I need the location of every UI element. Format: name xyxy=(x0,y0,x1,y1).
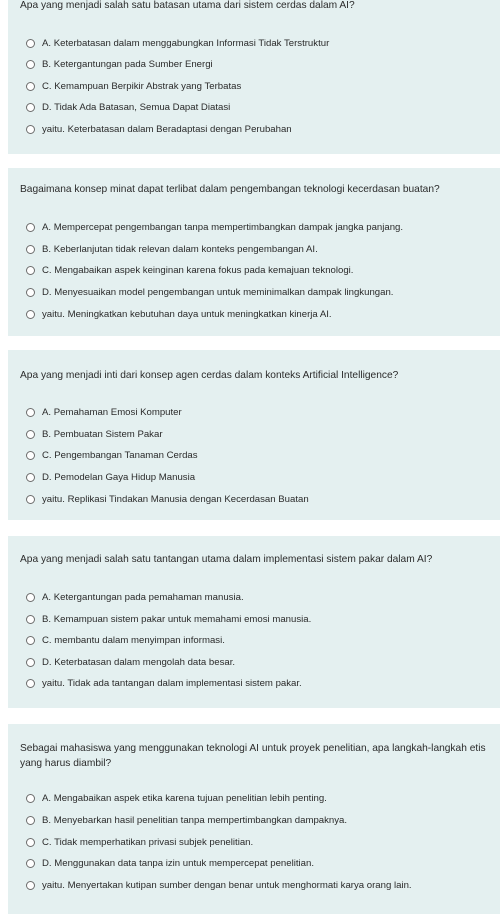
option-label: yaitu. Replikasi Tindakan Manusia dengan Kecerdasan Buatan xyxy=(42,493,309,505)
option-label: A. Pemahaman Emosi Komputer xyxy=(42,406,182,418)
option-label: D. Menyesuaikan model pengembangan untuk meminimalkan dampak lingkungan. xyxy=(42,286,394,298)
option-label: yaitu. Keterbatasan dalam Beradaptasi dengan Perubahan xyxy=(42,123,292,135)
option-label: A. Mengabaikan aspek etika karena tujuan penelitian lebih penting. xyxy=(42,792,327,804)
option-e[interactable] xyxy=(26,878,412,892)
option-b[interactable] xyxy=(26,612,311,626)
question-card-3 xyxy=(8,350,500,520)
option-label: D. Pemodelan Gaya Hidup Manusia xyxy=(42,471,196,483)
option-a[interactable] xyxy=(26,36,329,50)
option-label: D. Tidak Ada Batasan, Semua Dapat Diatasi xyxy=(42,101,231,113)
radio-button[interactable] xyxy=(26,794,35,803)
option-label: B. Menyebarkan hasil penelitian tanpa mempertimbangkan dampaknya. xyxy=(42,814,348,826)
option-a[interactable] xyxy=(26,405,182,419)
radio-button[interactable] xyxy=(26,658,35,667)
radio-button[interactable] xyxy=(26,816,35,825)
radio-button[interactable] xyxy=(26,859,35,868)
radio-button[interactable] xyxy=(26,593,35,602)
option-a[interactable] xyxy=(26,791,327,805)
option-label: yaitu. Tidak ada tantangan dalam implementasi sistem pakar. xyxy=(42,677,302,689)
option-a[interactable] xyxy=(26,590,244,604)
radio-button[interactable] xyxy=(26,223,35,232)
radio-button[interactable] xyxy=(26,430,35,439)
option-c[interactable] xyxy=(26,263,353,277)
option-label: yaitu. Meningkatkan kebutuhan daya untuk meningkatkan kinerja AI. xyxy=(42,308,332,320)
option-d[interactable] xyxy=(26,856,314,870)
option-c[interactable] xyxy=(26,835,253,849)
radio-button[interactable] xyxy=(26,615,35,624)
question-card-4 xyxy=(8,536,500,708)
question-text: Apa yang menjadi salah satu tantangan utama dalam implementasi sistem pakar dalam AI? xyxy=(20,554,433,565)
radio-button[interactable] xyxy=(26,60,35,69)
option-label: C. Kemampuan Berpikir Abstrak yang Terbatas xyxy=(42,80,242,92)
question-text: Bagaimana konsep minat dapat terlibat dalam pengembangan teknologi kecerdasan buatan? xyxy=(20,184,440,195)
option-label: B. Kemampuan sistem pakar untuk memahami emosi manusia. xyxy=(42,613,312,625)
radio-button[interactable] xyxy=(26,408,35,417)
option-e[interactable] xyxy=(26,122,292,136)
radio-button[interactable] xyxy=(26,881,35,890)
option-a[interactable] xyxy=(26,220,403,234)
option-label: A. Ketergantungan pada pemahaman manusia. xyxy=(42,591,244,603)
option-e[interactable] xyxy=(26,307,332,321)
option-label: D. Menggunakan data tanpa izin untuk mempercepat penelitian. xyxy=(42,857,314,869)
option-e[interactable] xyxy=(26,492,309,506)
option-d[interactable] xyxy=(26,100,230,114)
option-label: A. Mempercepat pengembangan tanpa mempertimbangkan dampak jangka panjang. xyxy=(42,221,404,233)
option-d[interactable] xyxy=(26,655,235,669)
option-label: A. Keterbatasan dalam menggabungkan Informasi Tidak Terstruktur xyxy=(42,37,330,49)
radio-button[interactable] xyxy=(26,636,35,645)
option-b[interactable] xyxy=(26,57,213,71)
option-label: yaitu. Menyertakan kutipan sumber dengan benar untuk menghormati karya orang lain. xyxy=(42,879,412,891)
radio-button[interactable] xyxy=(26,310,35,319)
option-d[interactable] xyxy=(26,470,195,484)
radio-button[interactable] xyxy=(26,495,35,504)
radio-button[interactable] xyxy=(26,82,35,91)
radio-button[interactable] xyxy=(26,39,35,48)
question-text: Sebagai mahasiswa yang menggunakan teknologi AI untuk proyek penelitian, apa langkah-langkah etis yang harus diambil? xyxy=(20,743,486,769)
option-label: D. Keterbatasan dalam mengolah data besar. xyxy=(42,656,236,668)
option-e[interactable] xyxy=(26,676,302,690)
question-card-5 xyxy=(8,724,500,914)
question-text: Apa yang menjadi salah satu batasan utama dari sistem cerdas dalam AI? xyxy=(20,0,355,11)
radio-button[interactable] xyxy=(26,679,35,688)
radio-button[interactable] xyxy=(26,266,35,275)
question-card-1 xyxy=(8,0,500,154)
option-label: B. Keberlanjutan tidak relevan dalam konteks pengembangan AI. xyxy=(42,243,318,255)
option-b[interactable] xyxy=(26,813,347,827)
radio-button[interactable] xyxy=(26,838,35,847)
radio-button[interactable] xyxy=(26,473,35,482)
option-b[interactable] xyxy=(26,242,318,256)
option-label: C. Pengembangan Tanaman Cerdas xyxy=(42,449,198,461)
option-c[interactable] xyxy=(26,633,225,647)
radio-button[interactable] xyxy=(26,288,35,297)
option-label: C. membantu dalam menyimpan informasi. xyxy=(42,634,225,646)
radio-button[interactable] xyxy=(26,125,35,134)
option-c[interactable] xyxy=(26,79,241,93)
option-label: B. Ketergantungan pada Sumber Energi xyxy=(42,58,213,70)
question-text: Apa yang menjadi inti dari konsep agen cerdas dalam konteks Artificial Intelligence? xyxy=(20,370,399,381)
option-c[interactable] xyxy=(26,448,198,462)
option-label: B. Pembuatan Sistem Pakar xyxy=(42,428,163,440)
radio-button[interactable] xyxy=(26,245,35,254)
option-d[interactable] xyxy=(26,285,393,299)
radio-button[interactable] xyxy=(26,451,35,460)
option-label: C. Tidak memperhatikan privasi subjek penelitian. xyxy=(42,836,254,848)
radio-button[interactable] xyxy=(26,103,35,112)
option-b[interactable] xyxy=(26,427,163,441)
option-label: C. Mengabaikan aspek keinginan karena fokus pada kemajuan teknologi. xyxy=(42,264,354,276)
question-card-2 xyxy=(8,168,500,336)
